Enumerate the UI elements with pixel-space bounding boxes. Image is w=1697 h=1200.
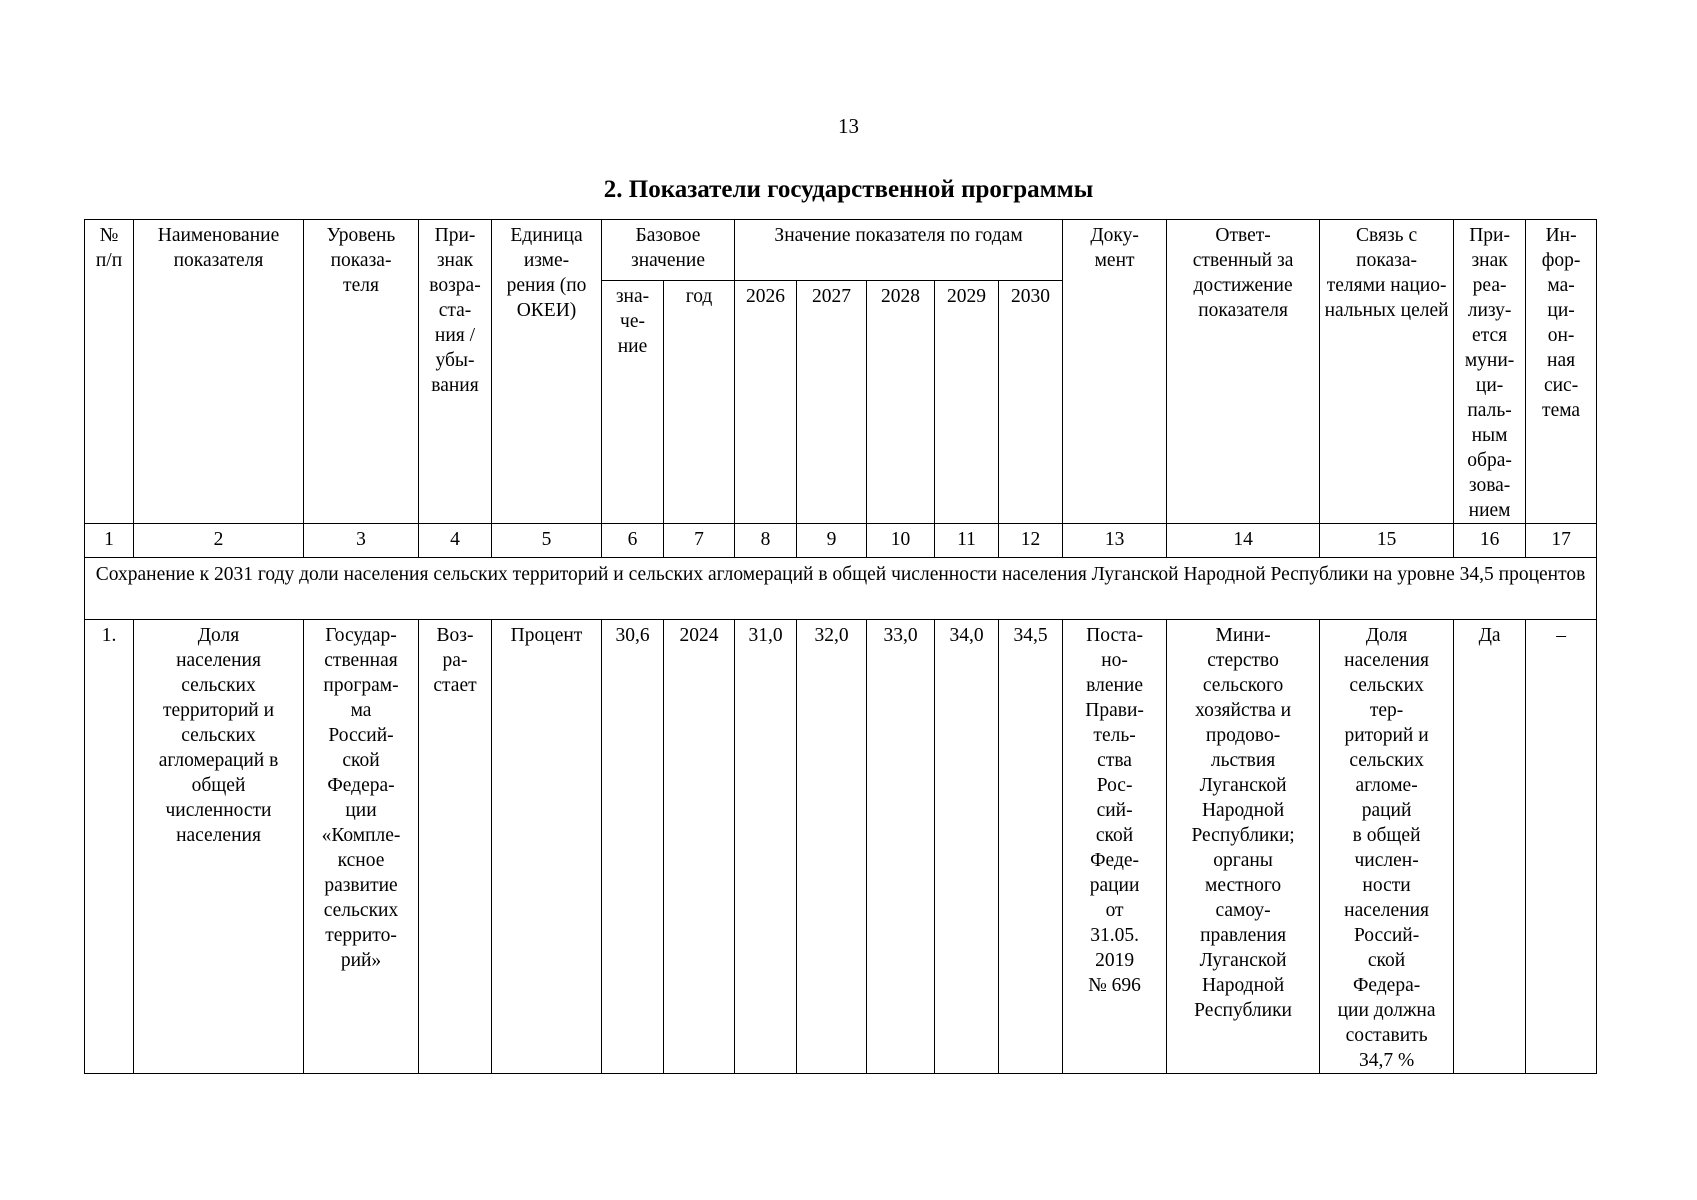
column-number: 2 bbox=[134, 524, 304, 558]
header-base-year: год bbox=[664, 280, 735, 523]
header-year-2030: 2030 bbox=[999, 280, 1063, 523]
document-title: 2. Показатели государственной программы bbox=[603, 176, 1094, 203]
column-number-row bbox=[85, 524, 1597, 558]
header-values-by-year: Значение показателя по годам bbox=[735, 220, 1063, 281]
goal-text: Сохранение к 2031 году доли населения сельских территорий и сельских агломераций в общей численности населения Луганской Народной Республики на уровне 34,5 процентов bbox=[85, 558, 1597, 620]
base-value: 30,6 bbox=[602, 620, 664, 1074]
header-base: Базовое значение bbox=[602, 220, 735, 281]
header-year-2028: 2028 bbox=[867, 280, 935, 523]
indicator-sign: Воз- ра- стает bbox=[419, 620, 492, 1074]
column-number: 17 bbox=[1526, 524, 1597, 558]
header-document: Доку- мент bbox=[1063, 220, 1167, 524]
column-number: 7 bbox=[664, 524, 735, 558]
header-sign: При- знак возра- ста- ния / убы- вания bbox=[419, 220, 492, 524]
header-year-2026: 2026 bbox=[735, 280, 797, 523]
indicator-municipal: Да bbox=[1454, 620, 1526, 1074]
header-year-2029: 2029 bbox=[935, 280, 999, 523]
page-number: 13 bbox=[838, 114, 859, 138]
value-2028: 33,0 bbox=[867, 620, 935, 1074]
header-responsible: Ответ- ственный за достижение показателя bbox=[1167, 220, 1320, 524]
column-number: 10 bbox=[867, 524, 935, 558]
header-name: Наименование показателя bbox=[134, 220, 304, 524]
indicators-table bbox=[84, 219, 1597, 1074]
indicator-name: Доля населения сельских территорий и сельских агломераций в общей численности населения bbox=[134, 620, 304, 1074]
header-unit: Единица изме- рения (по ОКЕИ) bbox=[492, 220, 602, 524]
header-row-top bbox=[85, 220, 1597, 281]
header-link: Связь с показа- телями нацио- нальных целей bbox=[1320, 220, 1454, 524]
column-number: 3 bbox=[304, 524, 419, 558]
header-level: Уровень показа- теля bbox=[304, 220, 419, 524]
indicator-level: Государ- ственная програм- ма Россий- ской Федера- ции «Компле- ксное развитие сельских террито- рий» bbox=[304, 620, 419, 1074]
indicator-infosystem: – bbox=[1526, 620, 1597, 1074]
value-2029: 34,0 bbox=[935, 620, 999, 1074]
column-number: 11 bbox=[935, 524, 999, 558]
column-number: 12 bbox=[999, 524, 1063, 558]
value-2027: 32,0 bbox=[797, 620, 867, 1074]
column-number: 9 bbox=[797, 524, 867, 558]
column-number: 15 bbox=[1320, 524, 1454, 558]
base-year: 2024 bbox=[664, 620, 735, 1074]
column-number: 14 bbox=[1167, 524, 1320, 558]
table-row bbox=[85, 620, 1597, 1074]
value-2030: 34,5 bbox=[999, 620, 1063, 1074]
indicator-responsible: Мини- стерство сельского хозяйства и продово- льствия Луганской Народной Республики; органы местного самоу- правления Луганской Народной Республики bbox=[1167, 620, 1320, 1074]
column-number: 8 bbox=[735, 524, 797, 558]
column-number: 16 bbox=[1454, 524, 1526, 558]
header-base-value: зна- че- ние bbox=[602, 280, 664, 523]
indicator-unit: Процент bbox=[492, 620, 602, 1074]
row-num: 1. bbox=[85, 620, 134, 1074]
header-infosystem: Ин- фор- ма- ци- он- ная сис- тема bbox=[1526, 220, 1597, 524]
header-municipal: При- знак реа- лизу- ется муни- ци- паль- ным обра- зова- нием bbox=[1454, 220, 1526, 524]
indicator-link: Доля населения сельских тер- риторий и сельских агломе- раций в общей числен- ности населения Россий- ской Федера- ции должна составить 34,7 % bbox=[1320, 620, 1454, 1074]
column-number: 5 bbox=[492, 524, 602, 558]
column-number: 1 bbox=[85, 524, 134, 558]
column-number: 6 bbox=[602, 524, 664, 558]
goal-row bbox=[85, 558, 1597, 620]
indicator-document: Поста- но- вление Прави- тель- ства Рос- сий- ской Феде- рации от 31.05. 2019 № 696 bbox=[1063, 620, 1167, 1074]
column-number: 13 bbox=[1063, 524, 1167, 558]
value-2026: 31,0 bbox=[735, 620, 797, 1074]
header-num: № п/п bbox=[85, 220, 134, 524]
column-number: 4 bbox=[419, 524, 492, 558]
header-year-2027: 2027 bbox=[797, 280, 867, 523]
